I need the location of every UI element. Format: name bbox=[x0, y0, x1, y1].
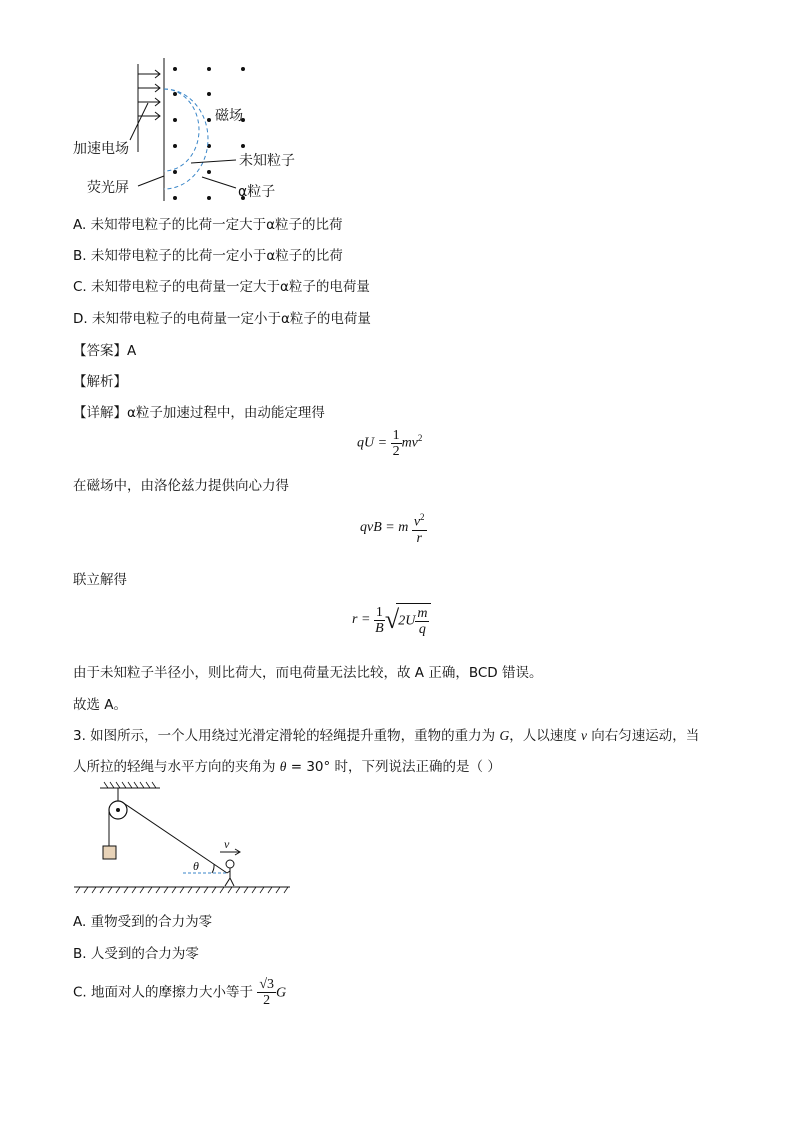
label-acceleration-field: 加速电场 bbox=[73, 141, 129, 157]
label-alpha-particle: α粒子 bbox=[238, 184, 276, 200]
c-var: G bbox=[276, 985, 287, 1001]
eq2-den: r bbox=[416, 530, 422, 546]
equation-radius bbox=[352, 603, 431, 637]
var-theta: θ bbox=[279, 759, 287, 774]
conclusion-line: 由于未知粒子半径小，则比荷大，而电荷量无法比较，故 A 正确，BCD 错误。 bbox=[73, 665, 543, 681]
equation-kinetic-energy bbox=[357, 428, 422, 459]
q2-option-d: D. 未知带电粒子的电荷量一定小于α粒子的电荷量 bbox=[73, 311, 371, 327]
q3-option-a: A. 重物受到的合力为零 bbox=[73, 914, 213, 930]
c-den: 2 bbox=[263, 993, 271, 1008]
q2-option-c: C. 未知带电粒子的电荷量一定大于α粒子的电荷量 bbox=[73, 279, 370, 295]
eq3-root-den: q bbox=[418, 622, 426, 637]
q3-stem-line1: 3. 如图所示，一个人用绕过光滑定滑轮的轻绳提升重物，重物的重力为 G，人以速度 v 向右匀速运动，当 bbox=[73, 728, 700, 744]
choice-line: 故选 A。 bbox=[73, 697, 128, 713]
label-theta: θ bbox=[193, 859, 199, 873]
label-magnetic-field: 磁场 bbox=[215, 108, 243, 124]
eq2-lhs: qvB = m bbox=[360, 520, 409, 536]
eq3-lhs: r = bbox=[352, 612, 371, 628]
q3-option-b: B. 人受到的合力为零 bbox=[73, 946, 199, 962]
equation-lorentz-force bbox=[360, 510, 427, 546]
eq3-den: B bbox=[375, 620, 384, 636]
label-screen: 荧光屏 bbox=[87, 180, 129, 196]
eq3-root-coef: 2U bbox=[398, 613, 416, 629]
pulley-diagram bbox=[70, 780, 300, 900]
q2-option-b: B. 未知带电粒子的比荷一定小于α粒子的比荷 bbox=[73, 248, 343, 264]
combine-line: 联立解得 bbox=[73, 572, 127, 588]
eq1-rhs: mv bbox=[401, 435, 418, 451]
eq2-num-exp: 2 bbox=[420, 512, 425, 522]
var-G: G bbox=[499, 728, 510, 743]
eq1-den: 2 bbox=[392, 444, 400, 459]
detail-line: 【详解】α粒子加速过程中，由动能定理得 bbox=[73, 405, 325, 421]
q2-option-a: A. 未知带电粒子的比荷一定大于α粒子的比荷 bbox=[73, 217, 343, 233]
var-v: v bbox=[581, 728, 588, 743]
label-velocity: v bbox=[224, 837, 230, 851]
answer-line: 【答案】A bbox=[73, 343, 137, 359]
analysis-heading: 【解析】 bbox=[73, 374, 127, 390]
label-unknown-particle: 未知粒子 bbox=[239, 153, 295, 169]
eq1-lhs: qU = bbox=[357, 435, 388, 451]
q3-stem-line2: 人所拉的轻绳与水平方向的夹角为 θ = 30° 时，下列说法正确的是（ ） bbox=[73, 759, 501, 775]
eq1-exp: 2 bbox=[417, 433, 423, 444]
eq3-root-num: m bbox=[417, 606, 428, 621]
field-line: 在磁场中，由洛伦兹力提供向心力得 bbox=[73, 478, 289, 494]
sqrt-icon: √ bbox=[384, 605, 400, 634]
eq3-num: 1 bbox=[375, 604, 383, 620]
q3-option-c: C. 地面对人的摩擦力大小等于 $\frac{√3}{2}$ G bbox=[73, 977, 287, 1008]
eq1-num: 1 bbox=[392, 428, 400, 443]
c-num: √3 bbox=[259, 977, 274, 992]
eq2-num: v bbox=[413, 514, 421, 530]
